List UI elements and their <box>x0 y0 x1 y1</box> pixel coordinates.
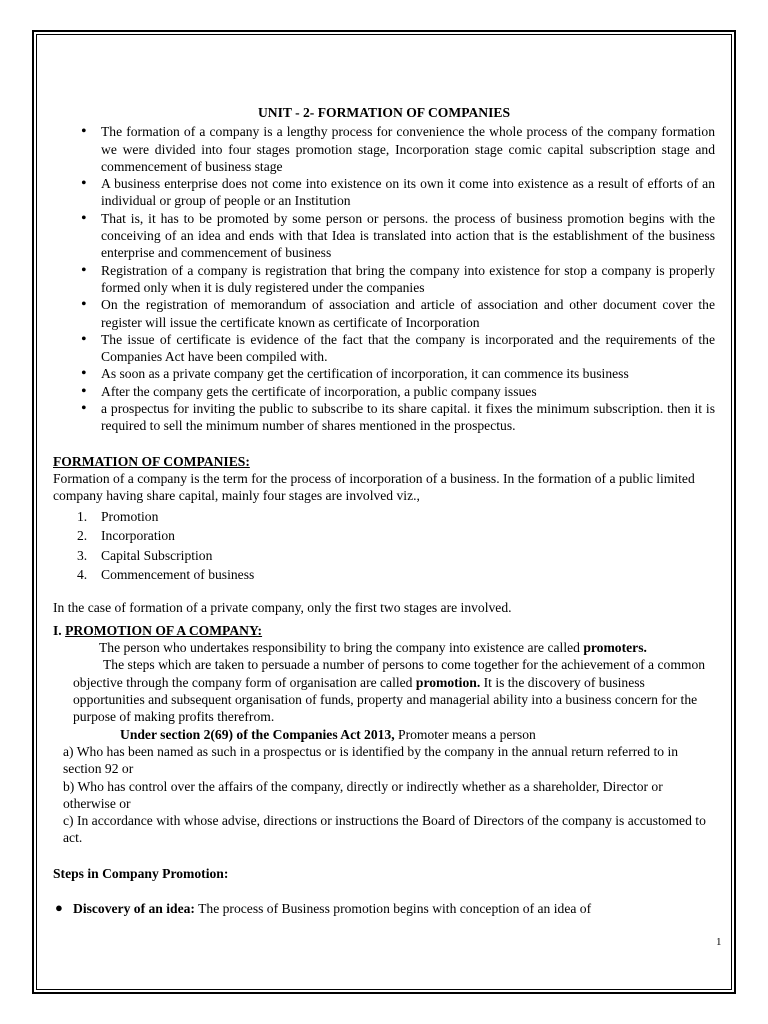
promotion-definition <box>53 656 715 725</box>
promotion-text-rest: It is the discovery of business opportunities and subsequent organisation of funds, property and managerial ability into a business concern for the purpose of making profits therefrom. <box>73 674 698 725</box>
document-body <box>53 104 715 917</box>
clause-item: b) Who has control over the affairs of the company, directly or indirectly whether as a shareholder, Director or otherwise or <box>63 778 663 811</box>
bullet-item: • The issue of certificate is evidence of the fact that the company is incorporated and the requirements of the Companies Act have been compiled with. <box>53 331 715 366</box>
promotion-heading-text: PROMOTION OF A COMPANY: <box>65 622 263 638</box>
bullet-item: • That is, it has to be promoted by some person or persons. the process of business promotion begins with the conceiving of an idea and ends with that Idea is translated into action that is the establishment of the business enterprise and commencement of business <box>53 210 715 262</box>
section-reference-bold: Under section 2(69) of the Companies Act 2013, <box>120 726 395 742</box>
promotion-heading <box>53 622 715 639</box>
stage-number: 3. <box>77 547 88 563</box>
steps-heading: Steps in Company Promotion: <box>53 865 229 881</box>
bullet-item: • After the company gets the certificate of incorporation, a public company issues <box>53 383 715 400</box>
stage-label: Promotion <box>101 508 159 524</box>
promotion-text: The steps which are taken to persuade a number of persons to come together for the achievement of a common objective through the company form of organisation are called <box>73 657 706 690</box>
stage-label: Incorporation <box>101 528 175 544</box>
steps-first-item <box>53 900 715 917</box>
bullet-item: • Registration of a company is registration that bring the company into existence for stop a company is properly formed only when it is duly registered under the companies <box>53 262 715 297</box>
bullet-item: • A business enterprise does not come into existence on its own it come into existence as a result of efforts of an individual or group of people or an Institution <box>53 175 715 210</box>
step-title: Discovery of an idea: <box>73 900 195 916</box>
stage-number: 4. <box>77 567 88 583</box>
promoter-clauses <box>53 743 715 847</box>
intro-bullet-list <box>53 123 715 434</box>
promoters-term: promoters. <box>583 640 647 656</box>
promotion-term: promotion. <box>415 674 481 690</box>
promotion-heading-prefix: I. <box>53 622 66 638</box>
bullet-item: • a prospectus for inviting the public to subscribe to its share capital. it fixes the minimum subscription. then it is required to sell the minimum number of shares mentioned in the prospectus. <box>53 400 715 435</box>
bullet-dot-icon: ● <box>55 899 63 915</box>
stage-label: Capital Subscription <box>101 547 213 563</box>
clause-item: a) Who has been named as such in a prospectus or is identified by the company in the annual return referred to in section 92 or <box>63 743 679 777</box>
stage-item <box>53 526 715 546</box>
formation-intro: Formation of a company is the term for the process of incorporation of a business. In the formation of a public limited company having share capital, mainly four stages are involved viz., <box>53 470 695 504</box>
stage-item <box>53 546 715 566</box>
promoters-text: The person who undertakes responsibility to bring the company into existence are called <box>99 640 584 656</box>
step-text: The process of Business promotion begins with conception of an idea of <box>194 900 592 916</box>
section-reference <box>53 726 715 743</box>
bullet-item: • As soon as a private company get the certification of incorporation, it can commence its business <box>53 365 715 382</box>
stage-label: Commencement of business <box>101 567 255 583</box>
clause-item: c) In accordance with whose advise, directions or instructions the Board of Directors of the company is accustomed to act. <box>63 813 706 846</box>
stage-item <box>53 565 715 585</box>
spacer <box>53 585 715 599</box>
stage-number: 1. <box>77 508 88 524</box>
stage-item <box>53 507 715 527</box>
formation-heading: FORMATION OF COMPANIES: <box>53 453 250 469</box>
page-title: UNIT - 2- FORMATION OF COMPANIES <box>257 105 511 120</box>
stage-number: 2. <box>77 528 88 544</box>
promoters-definition <box>53 639 715 656</box>
page-number: 1 <box>716 936 722 948</box>
stages-list <box>53 507 715 585</box>
section-reference-text: Promoter means a person <box>394 726 536 742</box>
bullet-item: • On the registration of memorandum of association and article of association and other document cover the register will issue the certificate known as certificate of Incorporation <box>53 296 715 331</box>
bullet-item: • The formation of a company is a lengthy process for convenience the whole process of the company formation we were divided into four stages promotion stage, Incorporation stage comic capital subscription stage and commencement of business stage <box>53 123 715 175</box>
private-company-note: In the case of formation of a private company, only the first two stages are involved. <box>53 599 512 615</box>
